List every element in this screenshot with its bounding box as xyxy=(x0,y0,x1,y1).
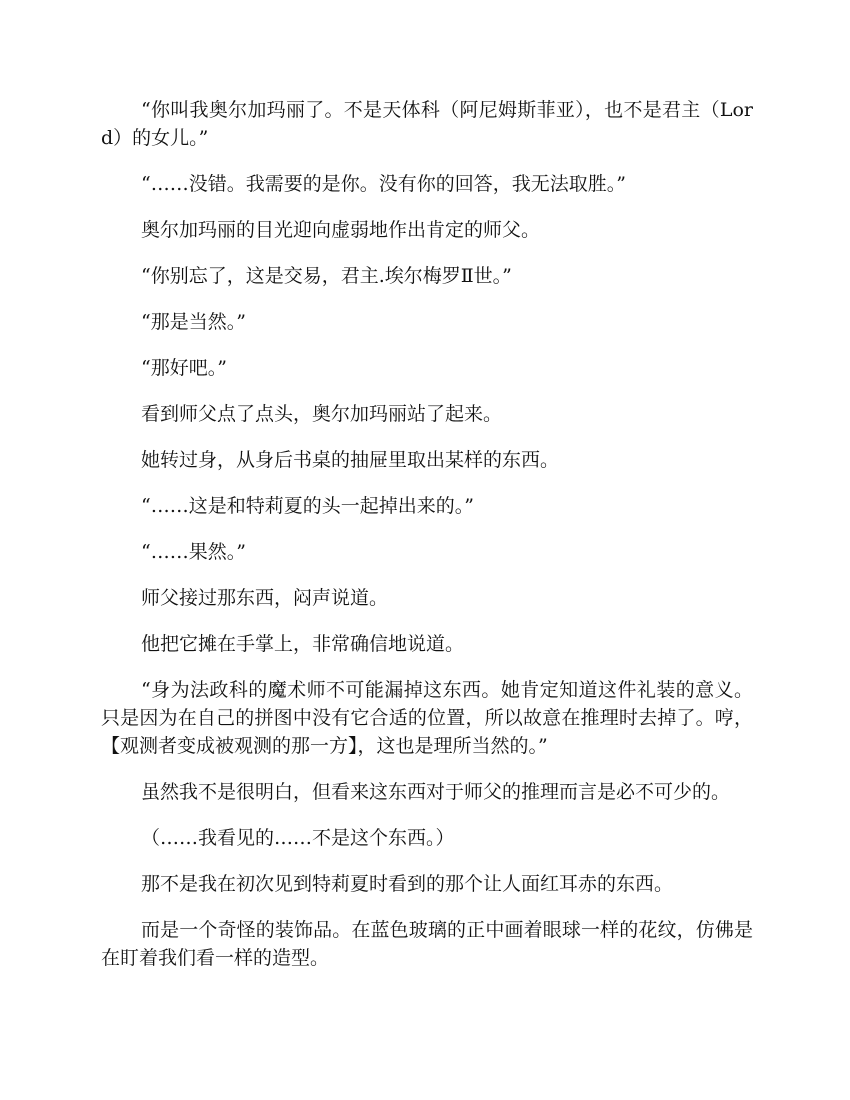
paragraph: 而是一个奇怪的装饰品。在蓝色玻璃的正中画着眼球一样的花纹，仿佛是在盯着我们看一样的造型。 xyxy=(101,919,753,969)
paragraph: “……没错。我需要的是你。没有你的回答，我无法取胜。” xyxy=(141,173,626,195)
document-body xyxy=(101,96,753,990)
paragraph: 师父接过那东西，闷声说道。 xyxy=(141,587,389,609)
paragraph: “……这是和特莉夏的头一起掉出来的。” xyxy=(141,495,474,517)
paragraph: “你叫我奥尔加玛丽了。不是天体科（阿尼姆斯菲亚），也不是君主（Lord）的女儿。” xyxy=(101,99,753,149)
paragraph: 她转过身，从身后书桌的抽屉里取出某样的东西。 xyxy=(141,449,560,471)
paragraph: （……我看见的……不是这个东西。） xyxy=(141,827,455,849)
paragraph: “那是当然。” xyxy=(141,311,246,333)
paragraph: “那好吧。” xyxy=(141,357,227,379)
paragraph: 奥尔加玛丽的目光迎向虚弱地作出肯定的师父。 xyxy=(141,219,541,241)
paragraph: 看到师父点了点头，奥尔加玛丽站了起来。 xyxy=(141,403,503,425)
paragraph: 他把它摊在手掌上，非常确信地说道。 xyxy=(141,633,465,655)
paragraph: “你别忘了，这是交易，君主.埃尔梅罗Ⅱ世。” xyxy=(141,265,512,287)
paragraph: “……果然。” xyxy=(141,541,246,563)
paragraph: 那不是我在初次见到特莉夏时看到的那个让人面红耳赤的东西。 xyxy=(141,873,674,895)
paragraph: 虽然我不是很明白，但看来这东西对于师父的推理而言是必不可少的。 xyxy=(141,781,731,803)
paragraph: “身为法政科的魔术师不可能漏掉这东西。她肯定知道这件礼装的意义。只是因为在自己的拼图中没有它合适的位置，所以故意在推理时去掉了。哼，【观测者变成被观测的那一方】，这也是理所当然的。” xyxy=(101,679,753,757)
